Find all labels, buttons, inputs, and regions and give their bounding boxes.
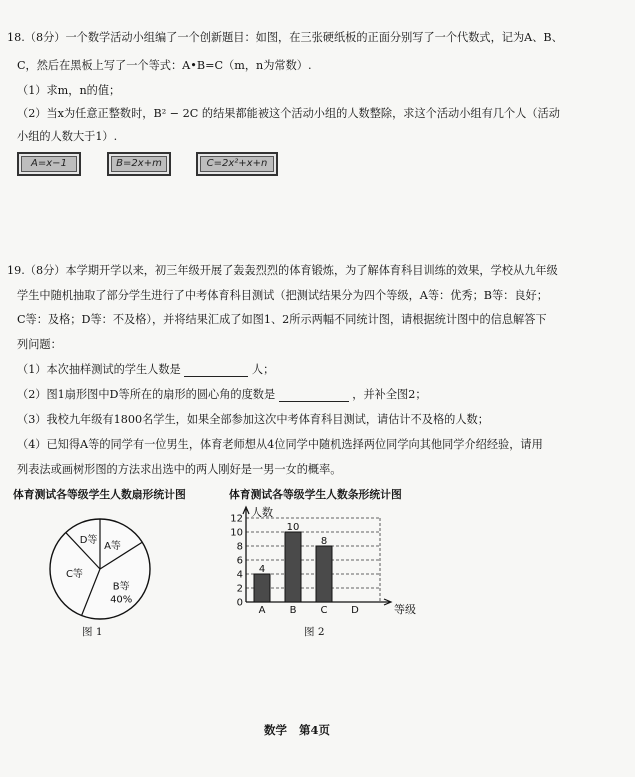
pie-label-D等: D等 <box>79 535 98 547</box>
q18-sub1: （1）求m，n的值； <box>17 84 121 97</box>
bar-category-B: B <box>289 605 297 616</box>
figure-1-label: 图 1 <box>82 626 103 638</box>
pie-label-A等: A等 <box>104 541 121 553</box>
bar-ytick-label: 6 <box>236 555 243 567</box>
q19-line2: 学生中随机抽取了部分学生进行了中考体育科目测试（把测试结果分为四个等级，A等：优秀；B等：良好； <box>17 289 548 302</box>
bar-value-label-B: 10 <box>286 522 300 533</box>
bar-xlabel: 等级 <box>394 603 416 616</box>
bar-chart <box>222 505 422 620</box>
answer-blank-1[interactable] <box>184 364 248 377</box>
card-c: C=2x²+x+n <box>196 152 278 176</box>
q19-part4a: （4）已知得A等的同学有一位男生，体育老师想从4位同学中随机选择两位同学向其他同学介绍经验，请用 <box>17 438 543 451</box>
footer-page: 第4页 <box>299 723 331 737</box>
bar-category-A: A <box>258 605 266 616</box>
card-a: A=x−1 <box>17 152 81 176</box>
q19-part4b: 列表法或画树形图的方法求出选中的两人刚好是一男一女的概率。 <box>17 463 342 476</box>
q19-part1-suffix: 人； <box>251 363 275 376</box>
bar-value-label-C: 8 <box>320 536 328 547</box>
bar-A <box>254 574 270 602</box>
q19-line4: 列问题： <box>17 338 62 351</box>
bar-ytick-label: 12 <box>230 513 243 525</box>
pie-chart-title: 体育测试各等级学生人数扇形统计图 <box>13 488 186 501</box>
q19-part1-text: （1）本次抽样测试的学生人数是 <box>17 363 181 376</box>
bar-ytick-label: 0 <box>236 597 243 609</box>
bar-value-label-A: 4 <box>258 564 266 575</box>
q19-part1 <box>17 363 274 377</box>
pie-annotation-B: 40% <box>110 594 133 606</box>
pie-label-B等: B等 <box>112 581 130 593</box>
bar-ytick-label: 10 <box>230 527 243 539</box>
q19-part2 <box>17 388 427 402</box>
q19-line3: C等：及格；D等：不及格），并将结果汇成了如图1、2所示两幅不同统计图，请根据统计图中的信息解答下 <box>17 313 547 326</box>
bar-chart-title: 体育测试各等级学生人数条形统计图 <box>229 488 402 501</box>
q19-part3: （3）我校九年级有1800名学生，如果全部参加这次中考体育科目测试，请估计不及格的人数； <box>17 413 489 426</box>
bar-B <box>285 532 301 602</box>
q19-part2-suffix: ，并补全图2； <box>352 388 427 401</box>
answer-blank-2[interactable] <box>279 389 349 402</box>
bar-ytick-label: 8 <box>236 541 243 553</box>
bar-ylabel: 人数 <box>251 506 273 519</box>
q18-sub2b: 小组的人数大于1）. <box>17 130 118 143</box>
page-footer <box>264 723 330 737</box>
card-b: B=2x+m <box>107 152 171 176</box>
q19-line1: 19.（8分）本学期开学以来，初三年级开展了轰轰烈烈的体育锻炼，为了解体育科目训练的效果，学校从九年级 <box>7 264 558 277</box>
figure-2-label: 图 2 <box>304 626 325 638</box>
pie-chart <box>40 515 160 623</box>
bar-ytick-label: 2 <box>236 583 243 595</box>
q19-part2-text: （2）图1扇形图中D等所在的扇形的圆心角的度数是 <box>17 388 276 401</box>
q18-line2: C，然后在黑板上写了一个等式：A•B=C（m，n为常数）. <box>17 59 312 72</box>
bar-C <box>316 546 332 602</box>
q18-sub2a: （2）当x为任意正整数时，B² − 2C 的结果都能被这个活动小组的人数整除，求这个活动小组有几个人（活动 <box>17 107 560 120</box>
bar-category-D: D <box>351 605 359 616</box>
footer-subject: 数学 <box>264 723 287 737</box>
q18-line1: 18.（8分）一个数学活动小组编了一个创新题目：如图，在三张硬纸板的正面分别写了一个代数式，记为A、B、 <box>7 31 563 44</box>
pie-label-C等: C等 <box>65 568 83 580</box>
bar-category-C: C <box>320 605 328 616</box>
bar-ytick-label: 4 <box>236 569 243 581</box>
